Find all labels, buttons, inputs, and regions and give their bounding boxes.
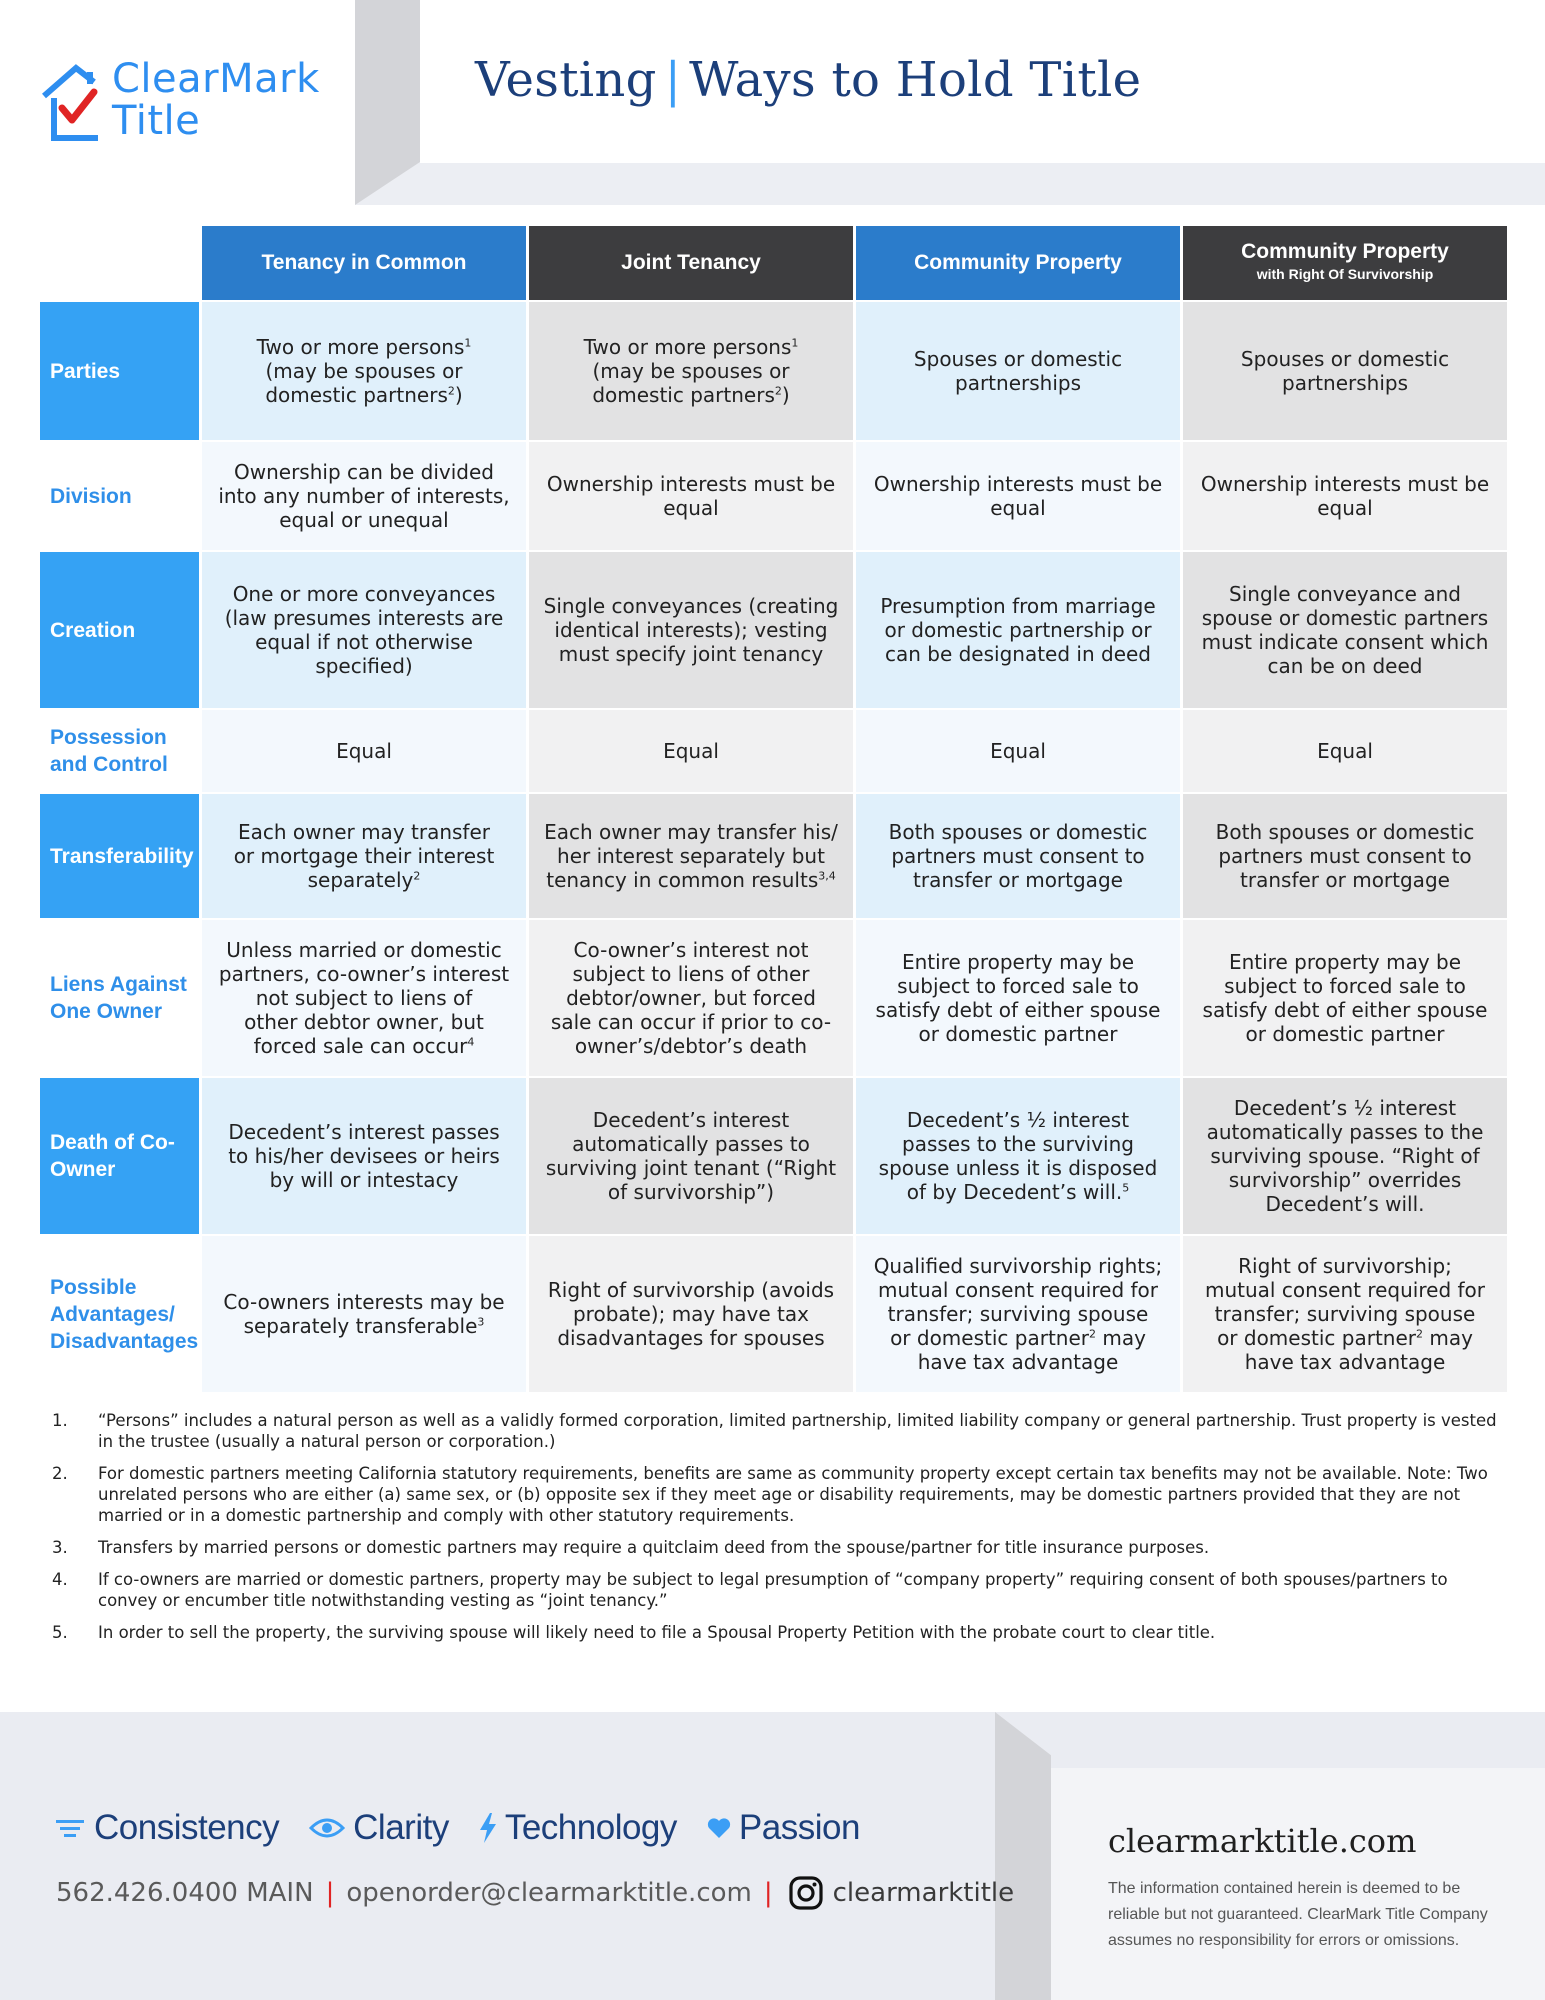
table-cell: Each owner may transfer or mortgage their interest separately$^2$ (202, 794, 529, 920)
footnote-number: 2. (52, 1464, 68, 1483)
table-row (40, 710, 1510, 794)
email-link[interactable]: openorder@clearmarktitle.com (346, 1878, 752, 1908)
footnote-number: 4. (52, 1570, 68, 1589)
footnote (52, 1537, 1512, 1558)
company-values (56, 1808, 890, 1848)
table-cell: Both spouses or domestic partners must consent to transfer or mortgage (1183, 794, 1510, 920)
value-consistency (56, 1808, 279, 1848)
footnotes-list (52, 1410, 1512, 1654)
eye-icon (309, 1816, 345, 1840)
value-passion (707, 1808, 860, 1848)
table-cell: Co-owners interests may be separately transferable$^3$ (202, 1236, 529, 1394)
table-cell: Decedent’s ½ interest automatically passes to the surviving spouse. “Right of survivorship” overrides Decedent’s will. (1183, 1078, 1510, 1236)
website-link[interactable]: clearmarktitle.com (1108, 1822, 1417, 1860)
logo-wordmark (112, 58, 320, 142)
row-label: Possible Advantages/ Disadvantages (40, 1236, 202, 1394)
row-label: Possession and Control (40, 710, 202, 794)
footnote-number: 1. (52, 1411, 68, 1430)
value-label: Technology (504, 1808, 677, 1847)
table-row (40, 1078, 1510, 1236)
footnote (52, 1463, 1512, 1526)
table-cell: Equal (529, 710, 856, 794)
table-cell: Decedent’s interest automatically passes to surviving joint tenant (“Right of survivorship”) (529, 1078, 856, 1236)
table-cell: Ownership interests must be equal (856, 442, 1183, 552)
table-row (40, 1236, 1510, 1394)
title-right: Ways to Hold Title (689, 52, 1142, 108)
value-technology (479, 1808, 677, 1848)
header-corner (40, 226, 202, 302)
title-divider: | (664, 52, 682, 108)
instagram-icon (789, 1876, 823, 1910)
house-check-icon (40, 62, 110, 146)
table-cell: Unless married or domestic partners, co-owner’s interest not subject to liens of other debtor owner, but forced sale can occur$^4$ (202, 920, 529, 1078)
row-label: Creation (40, 552, 202, 710)
table-cell: Ownership interests must be equal (1183, 442, 1510, 552)
table-cell: Qualified survivorship rights; mutual consent required for transfer; surviving spouse or domestic partner$^2$ may have tax advantage (856, 1236, 1183, 1394)
heart-icon (707, 1817, 731, 1839)
logo-line-2: Title (112, 98, 201, 144)
table-cell: Decedent’s interest passes to his/her devisees or heirs by will or intestacy (202, 1078, 529, 1236)
footer-divider-wedge (995, 1712, 1051, 2000)
value-label: Clarity (353, 1808, 449, 1847)
row-label: Liens Against One Owner (40, 920, 202, 1078)
table-cell: Entire property may be subject to forced sale to satisfy debt of either spouse or domestic partner (856, 920, 1183, 1078)
instagram-handle: clearmarktitle (832, 1878, 1015, 1908)
column-subtitle: with Right Of Survivorship (1256, 266, 1434, 282)
table-cell: Entire property may be subject to forced sale to satisfy debt of either spouse or domestic partner (1183, 920, 1510, 1078)
page-title (475, 52, 1141, 108)
column-header: Community Property (856, 226, 1183, 302)
value-label: Passion (738, 1808, 860, 1847)
table-cell: Both spouses or domestic partners must consent to transfer or mortgage (856, 794, 1183, 920)
disclaimer-text: The information contained herein is deemed to be reliable but not guaranteed. ClearMark Title Company assumes no responsibility for errors or omissions. (1108, 1880, 1488, 1949)
table-row (40, 920, 1510, 1078)
phone-number[interactable]: 562.426.0400 MAIN (56, 1878, 314, 1908)
contact-line (56, 1876, 1014, 1910)
table-cell: Right of survivorship (avoids probate); may have tax disadvantages for spouses (529, 1236, 856, 1394)
instagram-link[interactable] (789, 1876, 1015, 1910)
column-header: Community Property with Right Of Survivorship (1183, 226, 1510, 302)
footnote-number: 3. (52, 1538, 68, 1557)
table-cell: Equal (1183, 710, 1510, 794)
footnote-number: 5. (52, 1623, 68, 1642)
table-cell: Co-owner’s interest not subject to liens of other debtor/owner, but forced sale can occur if prior to co-owner’s/debtor’s death (529, 920, 856, 1078)
table-cell: Two or more persons$^1$ (may be spouses or domestic partners$^2$) (202, 302, 529, 442)
contact-separator: | (325, 1878, 335, 1908)
bolt-icon (479, 1813, 497, 1843)
company-logo (40, 58, 340, 148)
table-cell: Two or more persons$^1$ (may be spouses or domestic partners$^2$) (529, 302, 856, 442)
footnote-text: “Persons” includes a natural person as well as a validly formed corporation, limited partnership, limited liability company or general partnership. Trust property is vested in the trustee (usually a natural person or corporation.) (98, 1411, 1497, 1451)
table-cell: Presumption from marriage or domestic partnership or can be designated in deed (856, 552, 1183, 710)
table-cell: Spouses or domestic partnerships (1183, 302, 1510, 442)
table-row (40, 552, 1510, 710)
column-header: Joint Tenancy (529, 226, 856, 302)
table-header-row (40, 226, 1510, 302)
table-cell: Ownership interests must be equal (529, 442, 856, 552)
footnote (52, 1622, 1512, 1643)
logo-line-1: ClearMark (112, 56, 320, 102)
footnote (52, 1410, 1512, 1452)
contact-separator: | (763, 1878, 773, 1908)
table-row (40, 302, 1510, 442)
table-cell: One or more conveyances (law presumes interests are equal if not otherwise specified) (202, 552, 529, 710)
table-cell: Single conveyance and spouse or domestic partners must indicate consent which can be on deed (1183, 552, 1510, 710)
footnote-text: Transfers by married persons or domestic partners may require a quitclaim deed from the spouse/partner for title insurance purposes. (98, 1538, 1210, 1557)
title-left: Vesting (475, 52, 657, 108)
row-label: Death of Co-Owner (40, 1078, 202, 1236)
row-label: Transferability (40, 794, 202, 920)
footnote (52, 1569, 1512, 1611)
table-cell: Equal (856, 710, 1183, 794)
table-cell: Spouses or domestic partnerships (856, 302, 1183, 442)
table-cell: Each owner may transfer his/ her interest separately but tenancy in common results$^{3,4}$ (529, 794, 856, 920)
table-row (40, 442, 1510, 552)
row-label: Parties (40, 302, 202, 442)
row-label: Division (40, 442, 202, 552)
table-cell: Decedent’s ½ interest passes to the surviving spouse unless it is disposed of by Decedent’s will.$^5$ (856, 1078, 1183, 1236)
table-cell: Single conveyances (creating identical interests); vesting must specify joint tenancy (529, 552, 856, 710)
value-clarity (309, 1808, 449, 1848)
column-header: Tenancy in Common (202, 226, 529, 302)
footnote-text: In order to sell the property, the surviving spouse will likely need to file a Spousal Property Petition with the probate court to clear title. (98, 1623, 1216, 1642)
vesting-comparison-table (40, 226, 1510, 1394)
value-label: Consistency (94, 1808, 280, 1847)
table-cell: Ownership can be divided into any number of interests, equal or unequal (202, 442, 529, 552)
table-row (40, 794, 1510, 920)
footnote-text: If co-owners are married or domestic partners, property may be subject to legal presumption of “company property” requiring consent of both spouses/partners to convey or encumber title notwithstanding vesting as “joint tenancy.” (98, 1570, 1448, 1610)
table-cell: Right of survivorship; mutual consent required for transfer; surviving spouse or domestic partner$^2$ may have tax advantage (1183, 1236, 1510, 1394)
footnote-text: For domestic partners meeting California statutory requirements, benefits are same as community property except certain tax benefits may not be available. Note: Two unrelated persons who are either (a) same sex, or (b) opposite sex if they meet age or disability requirements, may be domestic partners provided that they are not married or in a domestic partnership and comply with other statutory requirements. (98, 1464, 1488, 1525)
lines-icon (56, 1817, 86, 1839)
table-cell: Equal (202, 710, 529, 794)
